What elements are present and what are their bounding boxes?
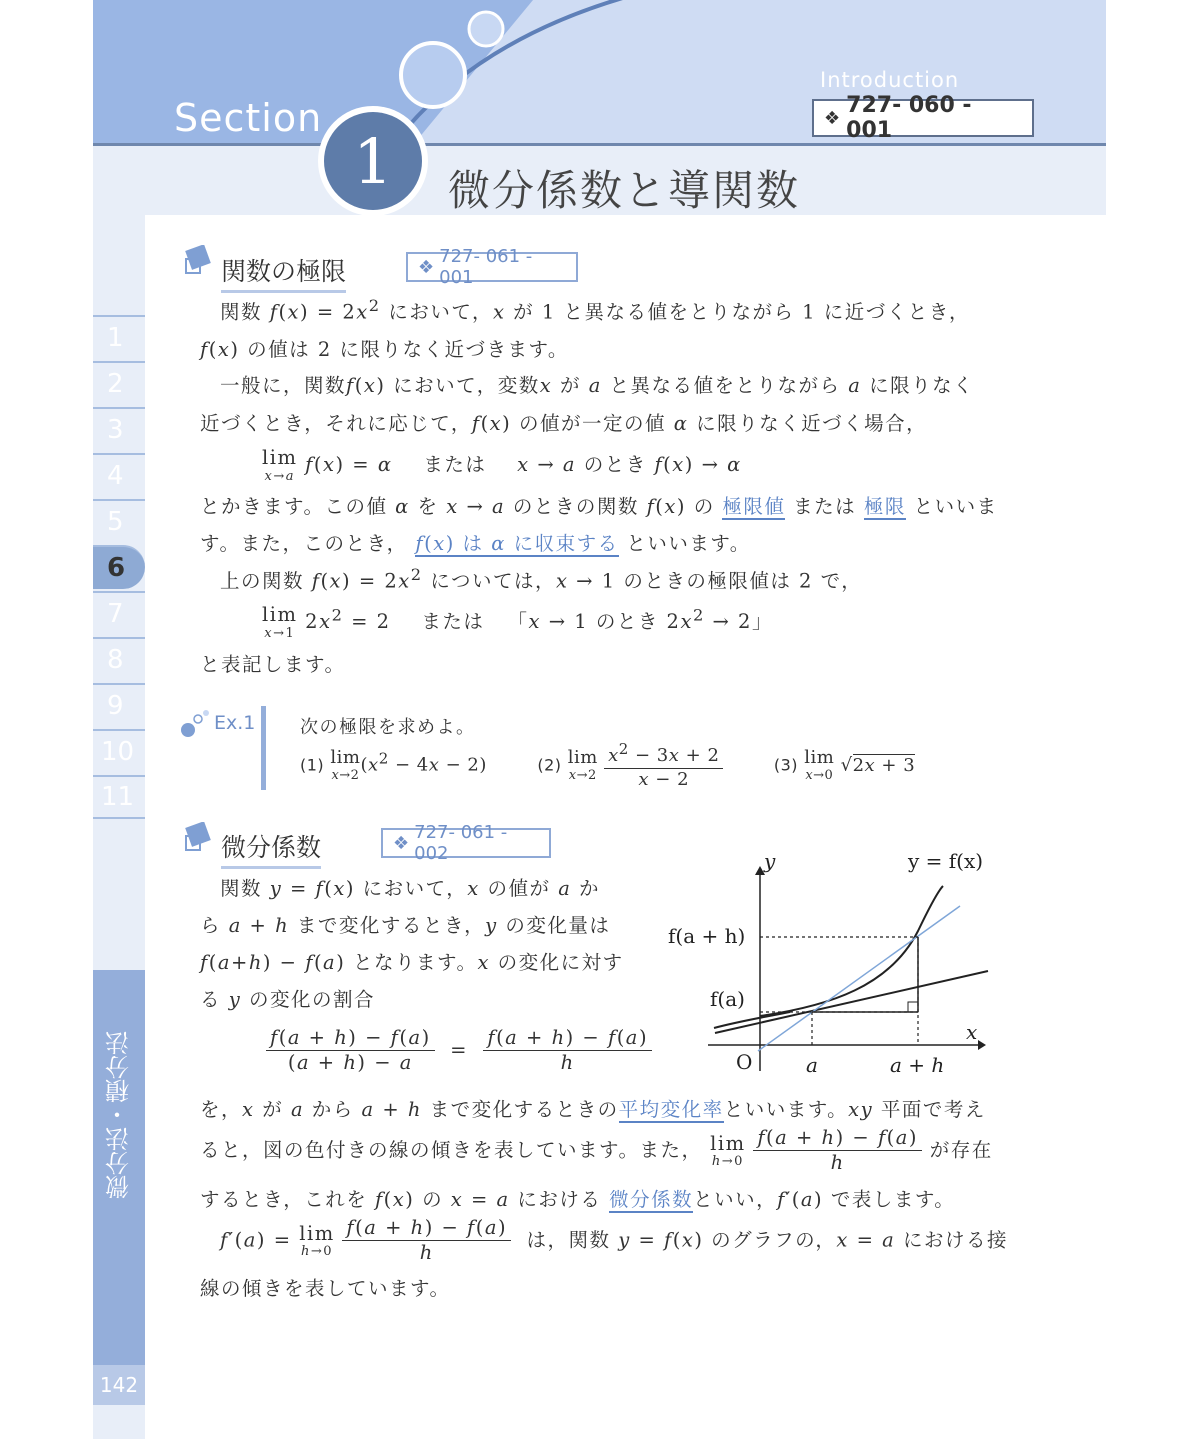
sidebar-item-11[interactable]: 11 bbox=[93, 775, 145, 819]
paragraph-line: す。また，このとき， f(x) は α に収束する といいます。 bbox=[200, 532, 751, 555]
header-code: 727- 060 - 001 bbox=[846, 93, 972, 143]
paragraph-line: 線の傾きを表しています。 bbox=[200, 1277, 451, 1300]
paragraph-line: ると，図の色付きの線の傾きを表しています。また， lim h→0 $\frac{f(a + h) - f(a)}{h}$ が存在 bbox=[200, 1126, 993, 1175]
example-prompt: 次の極限を求めよ。 bbox=[300, 717, 476, 738]
code-derivative: 727- 061 - 002 bbox=[414, 822, 508, 864]
sidebar-item-4[interactable]: 4 bbox=[93, 453, 145, 497]
header-divider bbox=[93, 143, 1106, 146]
paragraph-line: 近づくとき，それに応じて，f(x) の値が一定の値 α に限りなく近づく場合， bbox=[200, 412, 928, 435]
bubbles-icon bbox=[180, 708, 210, 738]
paragraph-line: f(x) の値は 2 に限りなく近づきます。 bbox=[200, 338, 569, 361]
pencil-icon bbox=[184, 245, 212, 275]
chapter-label: 微分法・積分法 bbox=[105, 1031, 134, 1199]
code-box-derivative bbox=[381, 822, 551, 864]
sidebar-item-10[interactable]: 10 bbox=[93, 729, 145, 773]
tangent-line bbox=[715, 971, 988, 1033]
term-limit: 極限 bbox=[863, 495, 906, 518]
paragraph-line: するとき，これを f(x) の x = a における 微分係数といい，f′(a) で表します。 bbox=[200, 1188, 956, 1211]
page-title: 微分係数と導関数 bbox=[448, 166, 801, 215]
sidebar-item-9[interactable]: 9 bbox=[93, 683, 145, 727]
paragraph-line: f′(a) = lim h→0 $\frac{f(a + h) - f(a)}{h}$ は，関数 y = f(x) のグラフの，x = a における接 bbox=[220, 1216, 1009, 1265]
curve-label: y = f(x) bbox=[908, 849, 984, 873]
diamond-icon: ❖ bbox=[418, 256, 435, 278]
intro-label: Introduction bbox=[820, 68, 960, 92]
sidebar-item-1[interactable]: 1 bbox=[93, 315, 145, 359]
paragraph-line: 一般に，関数f(x) において，変数x が a と異なる値をとりながら a に限りなく bbox=[220, 374, 975, 397]
math-line: $\frac{f(a + h) - f(a)}{(a + h) - a}$ = $\frac{f(a + h) - f(a)}{h}$ bbox=[266, 1026, 652, 1076]
origin-label: O bbox=[736, 1050, 753, 1074]
code-box-limit bbox=[406, 246, 578, 288]
paragraph-line: ら a + h まで変化するとき，y の変化量は bbox=[200, 914, 611, 937]
section-word: Section bbox=[174, 96, 323, 140]
sidebar-item-6[interactable]: 6 bbox=[93, 545, 145, 589]
sidebar-item-5[interactable]: 5 bbox=[93, 499, 145, 543]
example-bar bbox=[261, 706, 266, 790]
diamond-icon: ❖ bbox=[393, 832, 410, 854]
ah-label: a + h bbox=[890, 1053, 945, 1077]
section-number: 1 bbox=[353, 124, 393, 198]
curve bbox=[760, 886, 943, 1016]
paragraph-line: 関数 $f(x) = 2x^2$ において，x が 1 と異なる値をとりながら 1 に近づくとき， bbox=[220, 296, 970, 324]
sidebar-item-8[interactable]: 8 bbox=[93, 637, 145, 681]
example-label: Ex.1 bbox=[214, 712, 256, 734]
math-line: lim x→1 $2x^2 = 2$ または 「x → 1 のとき $2x^2 \to 2$」 bbox=[262, 603, 773, 641]
sidebar-item-3[interactable]: 3 bbox=[93, 407, 145, 451]
term-average-rate: 平均変化率 bbox=[618, 1098, 724, 1121]
derivative-graph bbox=[660, 846, 1010, 1081]
term-converge: f(x) は α に収束する bbox=[415, 532, 619, 555]
section-number-badge bbox=[324, 112, 422, 210]
paragraph-line: と表記します。 bbox=[200, 653, 346, 676]
paragraph-line: f(a+h) − f(a) となります。x の変化に対す bbox=[200, 951, 624, 974]
term-limit-value: 極限値 bbox=[722, 495, 786, 518]
paragraph-line: 関数 y = f(x) において，x の値が a か bbox=[220, 877, 601, 900]
example-problems: (1) lim x→2 $(x^2 - 4x - 2)$ (2) lim x→2 $\frac{x^2 - 3x + 2}{x - 2}$ (3) lim x→0 √2x + 3 bbox=[300, 740, 916, 790]
pencil-icon bbox=[184, 822, 212, 852]
paragraph-line: を，x が a から a + h まで変化するときの平均変化率といいます。xy 平面で考え bbox=[200, 1098, 986, 1121]
fah-label: f(a + h) bbox=[668, 924, 746, 948]
secant-line bbox=[758, 906, 960, 1051]
header-code-box bbox=[812, 93, 1034, 143]
sidebar-item-2[interactable]: 2 bbox=[93, 361, 145, 405]
math-line: lim x→a f(x) = α または x → a のとき f(x) → α bbox=[262, 446, 742, 484]
diamond-icon: ❖ bbox=[824, 107, 841, 129]
paragraph-line: とかきます。この値 α を x → a のときの関数 f(x) の 極限値 または 極限 といいま bbox=[200, 495, 998, 518]
paragraph-line: る y の変化の割合 bbox=[200, 988, 375, 1011]
fa-label: f(a) bbox=[710, 987, 745, 1011]
x-axis-label: x bbox=[966, 1020, 978, 1044]
code-limit: 727- 061 - 001 bbox=[439, 246, 533, 288]
paragraph-line: 上の関数 $f(x) = 2x^2$ については，x → 1 のときの極限値は 2 で， bbox=[220, 565, 863, 593]
term-derivative: 微分係数 bbox=[609, 1188, 694, 1211]
a-label: a bbox=[806, 1053, 818, 1077]
y-axis-label: y bbox=[764, 849, 776, 873]
section-title-limit: 関数の極限 bbox=[221, 252, 346, 293]
sidebar-item-7[interactable]: 7 bbox=[93, 591, 145, 635]
page-number: 142 bbox=[93, 1365, 145, 1405]
section-title-derivative: 微分係数 bbox=[221, 828, 321, 869]
